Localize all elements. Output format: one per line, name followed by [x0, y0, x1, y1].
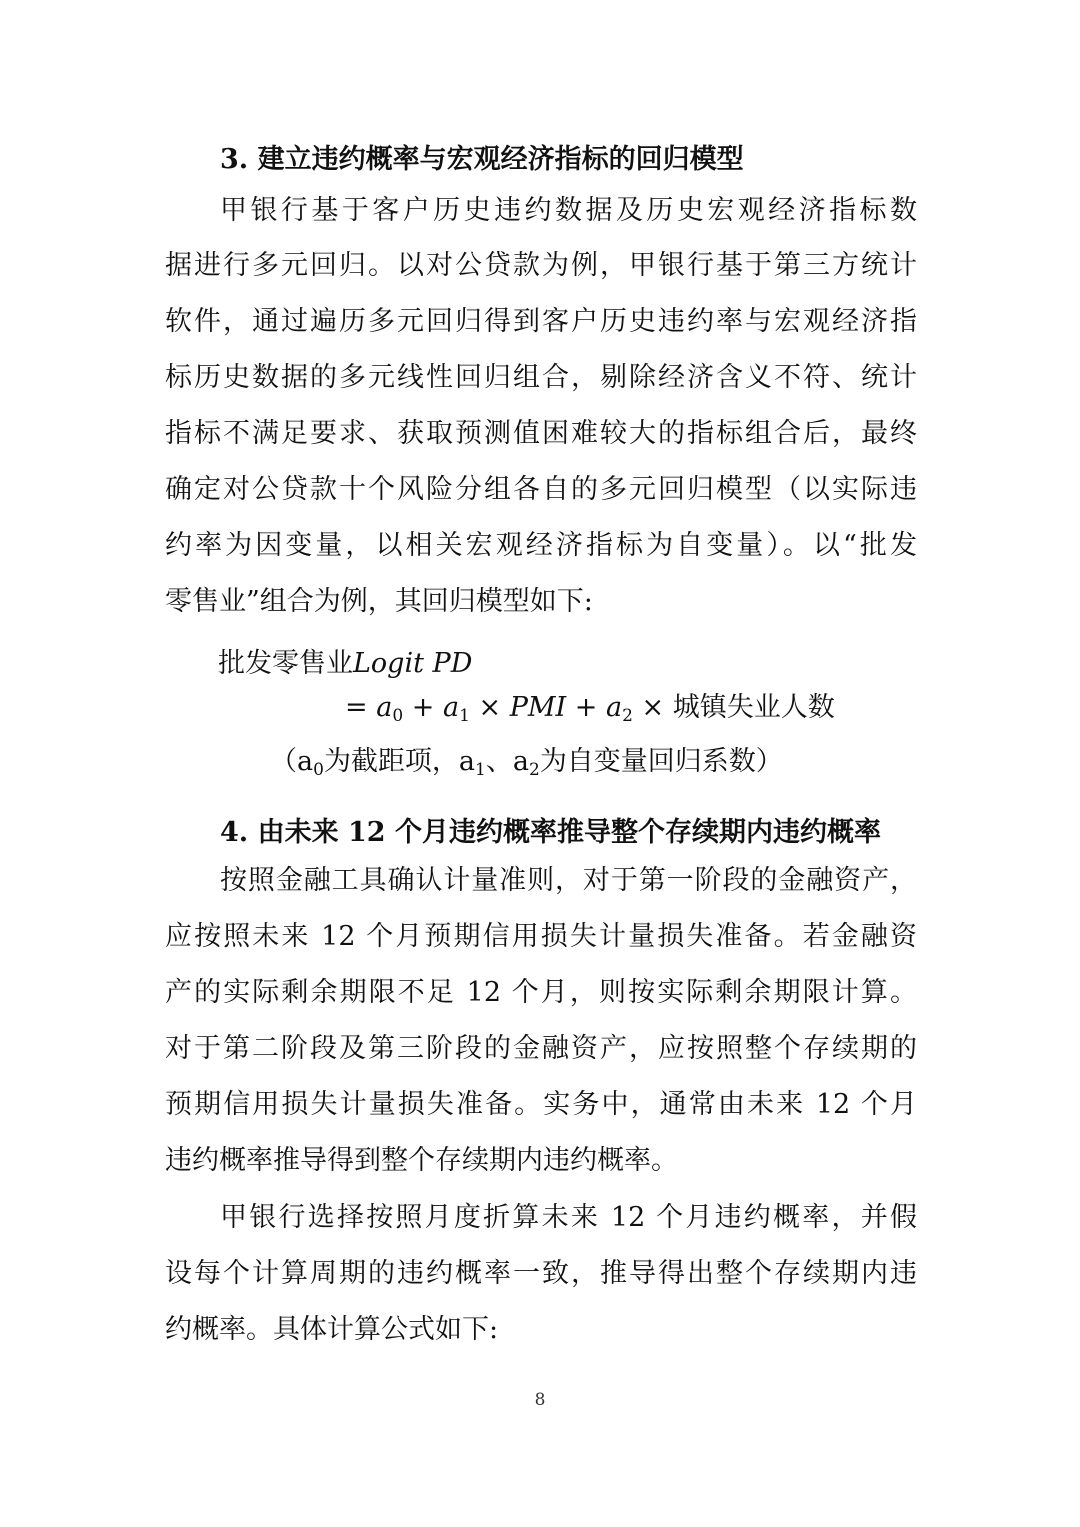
section-3-line: 约率为因变量，以相关宏观经济指标为自变量）。以“批发 — [165, 530, 917, 561]
coef-a0-sub: 0 — [392, 706, 404, 726]
note-sub: 0 — [313, 760, 324, 780]
plus-sign: + — [574, 692, 598, 723]
formula-prefix: 批发零售业 — [218, 648, 353, 679]
note-sub: 1 — [475, 760, 486, 780]
pmi-variable: PMI — [509, 692, 567, 723]
section-3-line: 甲银行基于客户历史违约数据及历史宏观经济指标数 — [220, 195, 917, 226]
section-3-line: 零售业”组合为例，其回归模型如下: — [165, 586, 593, 617]
coef-a2-sub: 2 — [622, 706, 633, 726]
section-4-line: 按照金融工具确认计量准则，对于第一阶段的金融资产， — [220, 865, 917, 896]
section-4-line: 违约概率推导得到整个存续期内违约概率。 — [165, 1145, 678, 1176]
coef-a1-sub: 1 — [459, 706, 470, 726]
note-part: （a — [270, 746, 314, 777]
section-3-line: 据进行多元回归。以对公贷款为例，甲银行基于第三方统计 — [165, 250, 917, 281]
section-4-line: 产的实际剩余期限不足 12 个月，则按实际剩余期限计算。 — [165, 977, 917, 1008]
section-4-line: 应按照未来 12 个月预期信用损失计量损失准备。若金融资 — [165, 921, 917, 952]
times-sign: × — [641, 692, 665, 723]
note-sub: 2 — [528, 760, 540, 780]
unemployment-variable: 城镇失业人数 — [672, 692, 835, 723]
coef-a0: a — [376, 692, 393, 723]
formula-line-2 — [345, 690, 835, 726]
page-number: 8 — [534, 1390, 546, 1410]
times-sign: × — [478, 692, 502, 723]
formula-line-1 — [218, 646, 472, 682]
section-4-line: 预期信用损失计量损失准备。实务中，通常由未来 12 个月 — [165, 1089, 917, 1120]
section-4-line: 设每个计算周期的违约概率一致，推导得出整个存续期内违 — [165, 1258, 917, 1289]
section-3-line: 标历史数据的多元线性回归组合，剔除经济含义不符、统计 — [165, 362, 917, 393]
formula-note — [270, 744, 783, 780]
note-part: 、a — [485, 746, 529, 777]
section-4-line: 对于第二阶段及第三阶段的金融资产，应按照整个存续期的 — [165, 1033, 917, 1064]
note-part: 为自变量回归系数） — [539, 746, 783, 777]
section-4-heading: 4. 由未来 12 个月违约概率推导整个存续期内违约概率 — [220, 817, 881, 848]
coef-a1: a — [442, 692, 460, 723]
section-3-heading: 3. 建立违约概率与宏观经济指标的回归模型 — [220, 144, 744, 175]
section-3-line: 确定对公贷款十个风险分组各自的多元回归模型（以实际违 — [165, 474, 917, 505]
formula-equals: = — [345, 692, 368, 723]
plus-sign: + — [411, 692, 435, 723]
coef-a2: a — [606, 692, 623, 723]
note-part: 为截距项，a — [323, 746, 476, 777]
section-3-line: 软件，通过遍历多元回归得到客户历史违约率与宏观经济指 — [165, 306, 917, 337]
section-3-line: 指标不满足要求、获取预测值困难较大的指标组合后，最终 — [165, 418, 917, 449]
section-4-line: 约概率。具体计算公式如下: — [165, 1314, 499, 1345]
section-4-line: 甲银行选择按照月度折算未来 12 个月违约概率，并假 — [220, 1202, 917, 1233]
formula-lhs: Logit PD — [353, 648, 473, 679]
